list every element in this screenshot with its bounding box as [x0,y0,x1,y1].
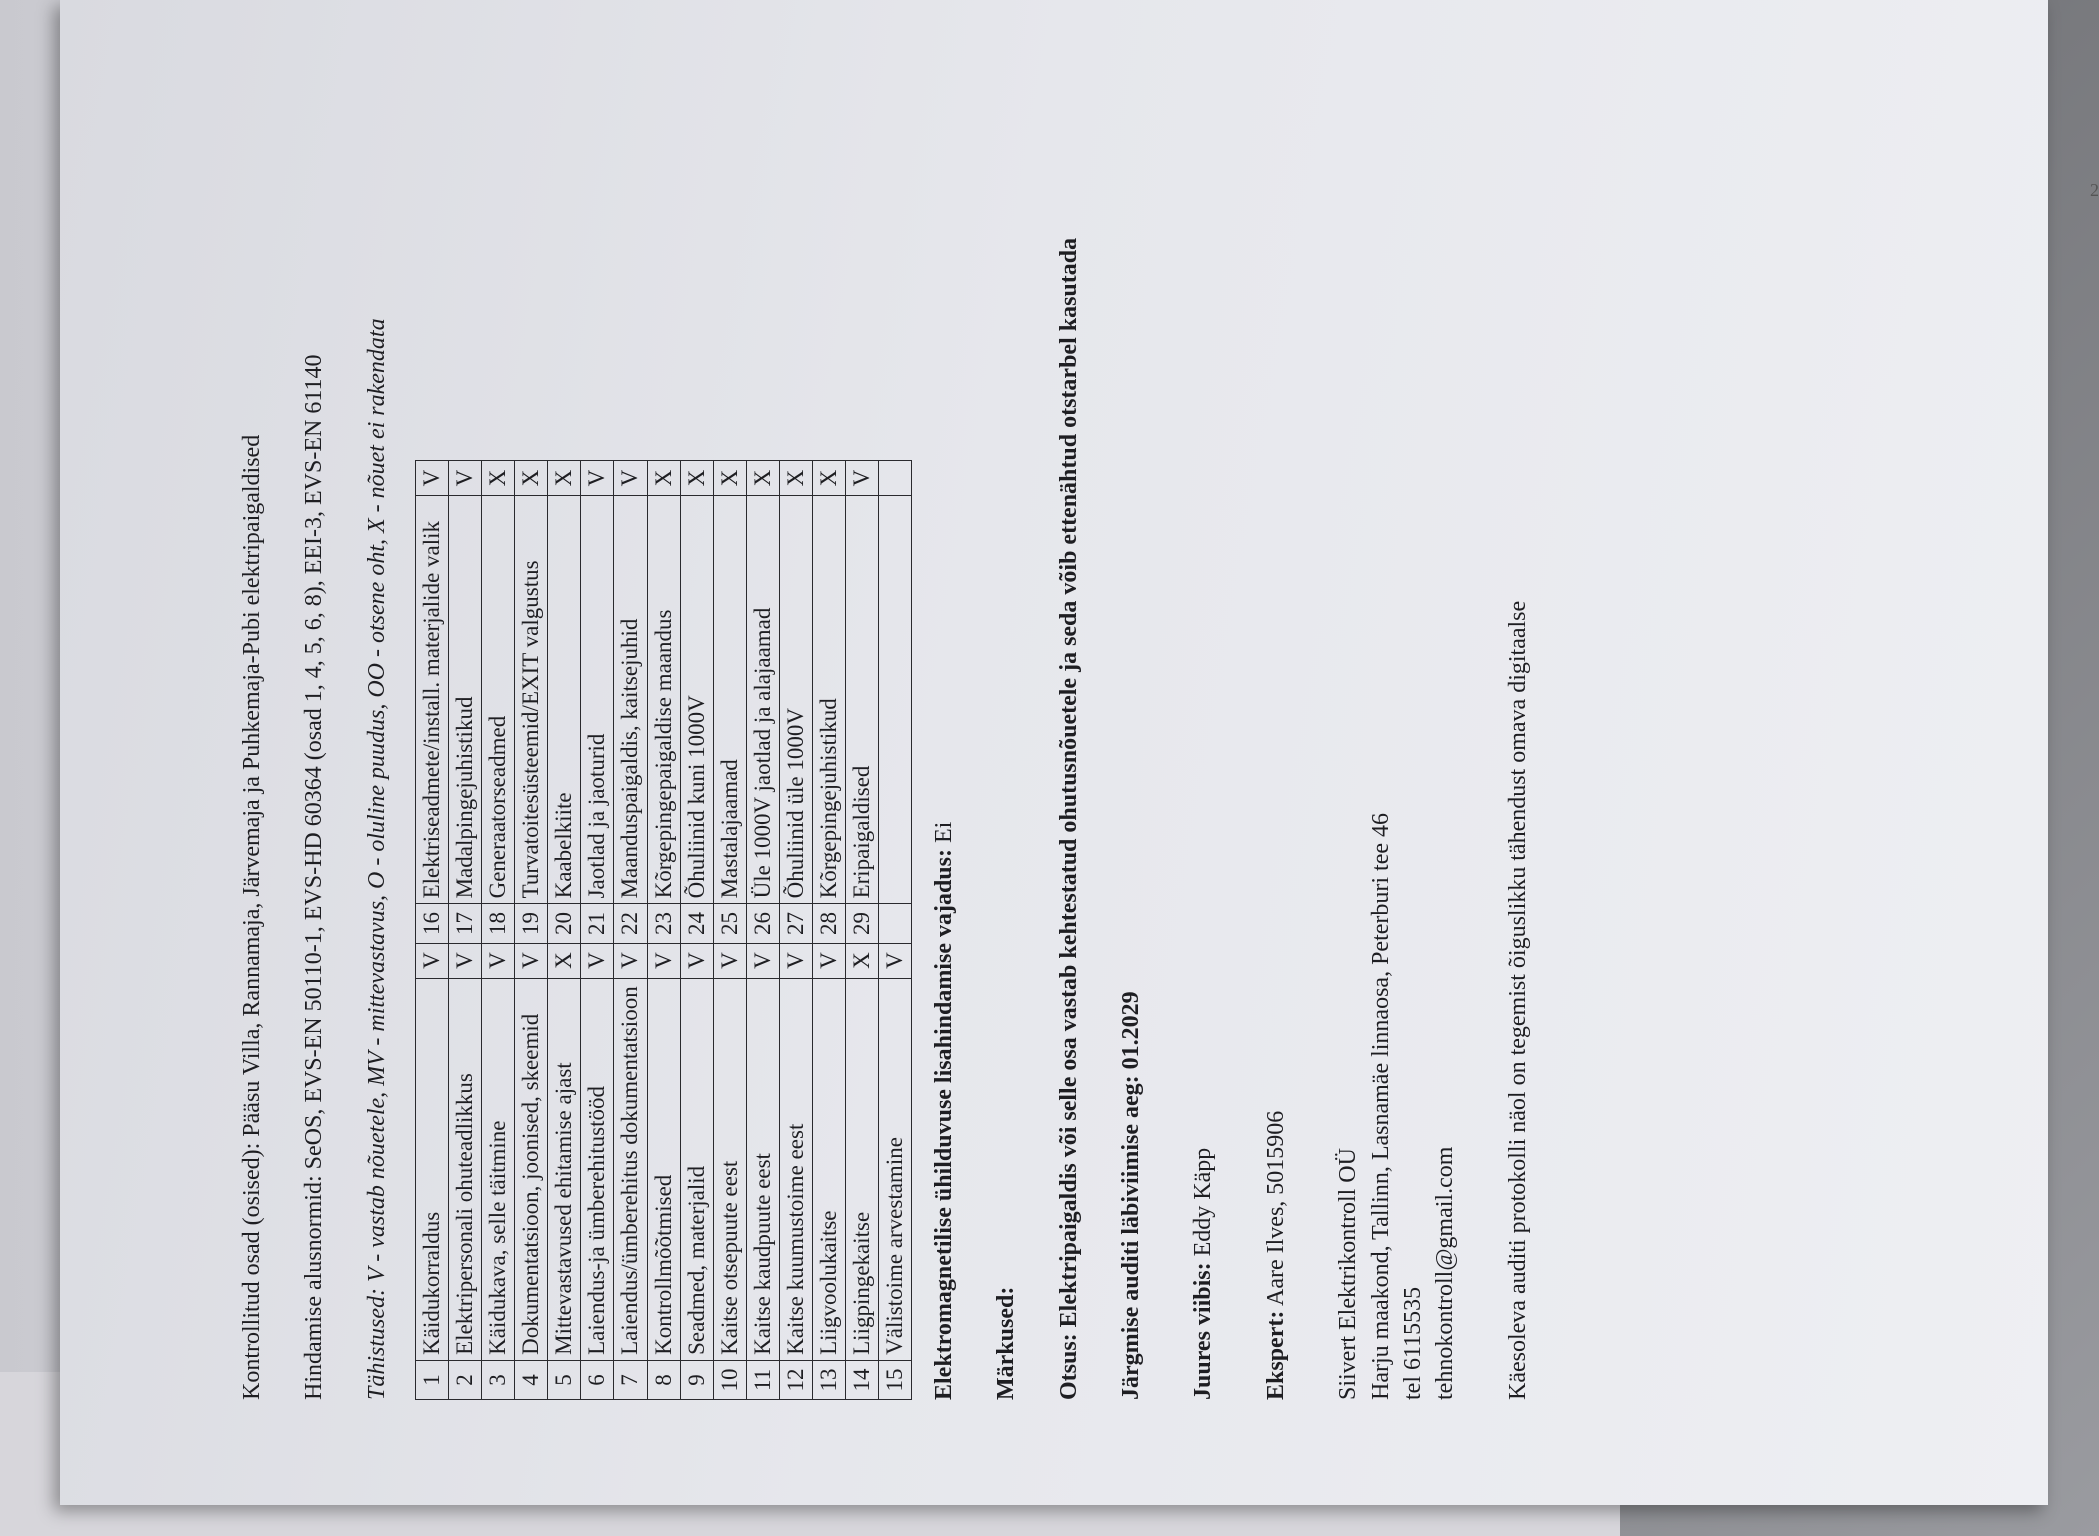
expert-line [1260,0,1292,1400]
status-mark-right: X [647,461,680,496]
footer-note: Käesoleva auditi protokolli näol on tegemist õiguslikku tähendust omava digitaalse [1504,600,1531,1400]
page-number: 2 [2090,180,2099,200]
item-name-left: Kaitse otsepuute eest [713,978,746,1360]
item-name-right: Maanduspaigaldis, kaitsejuhid [614,496,647,904]
row-number-left: 8 [647,1360,680,1399]
item-name-left: Kaitse kaudpuute eest [746,978,779,1360]
remarks-label: Märkused: [993,1286,1020,1400]
item-name-right: Kõrgepingepaigaldise maandus [647,496,680,904]
status-mark-right: X [515,461,548,496]
item-name-right: Eripaigaldised [845,496,878,904]
status-mark-left: V [680,943,713,978]
item-name-left: Kontrollmõõtmised [647,978,680,1360]
row-number-left: 13 [812,1360,845,1399]
table-row [515,461,548,1400]
row-number-right: 21 [581,904,614,943]
item-name-left: Käidukorraldus [416,978,449,1360]
company-name: Siivert Elektrikontroll OÜ [1335,1148,1362,1400]
item-name-left: Laiendus/ümberehitus dokumentatsioon [614,978,647,1360]
row-number-right: 28 [812,904,845,943]
audit-checklist-table [415,460,912,1400]
row-number-left: 4 [515,1360,548,1399]
status-mark-left: V [713,943,746,978]
row-number-right: 16 [416,904,449,943]
row-number-left: 2 [449,1360,482,1399]
present-label: Juures viibis: [1190,1262,1217,1400]
table-row [416,461,449,1400]
status-mark-right: V [845,461,878,496]
status-mark-left: V [812,943,845,978]
row-number-right: 22 [614,904,647,943]
expert-value: Aare Ilves, 5015906 [1262,1110,1289,1311]
table-row [812,461,845,1400]
row-number-left: 6 [581,1360,614,1399]
status-mark-left: V [878,943,911,978]
item-name-right: Madalpingejuhistikud [449,496,482,904]
status-mark-left: V [647,943,680,978]
document-page [60,0,2099,1505]
status-mark-right: V [614,461,647,496]
item-name-left: Seadmed, materjalid [680,978,713,1360]
item-name-right: Mastalajaamad [713,496,746,904]
table-row [482,461,515,1400]
legend-text: Tähistused: V - vastab nõuetele, MV - mittevastavus, O - oluline puudus, OO - otsene oht, X - nõuet ei rakendata [363,318,390,1400]
item-name-right: Turvatoitesüsteemid/EXIT valgustus [515,496,548,904]
company-address: Harju maakond, Tallinn, Lasnamäe linnaosa, Peterburi tee 46 [1367,812,1394,1400]
emc-label: Elektromagnetilise ühilduvuse lisahindamise vajadus: [930,849,957,1400]
row-number-left: 11 [746,1360,779,1399]
status-mark-left: X [845,943,878,978]
status-mark-right: V [581,461,614,496]
company-email: tehnokontroll@gmail.com [1432,1146,1459,1400]
table-row [845,461,878,1400]
status-mark-left: V [449,943,482,978]
status-mark-right: X [746,461,779,496]
controlled-parts-text: Kontrollitud osad (osised): Pääsu Villa, Rannamaja, Järvemaja ja Puhkemaja-Pubi elektripaigaldised [239,434,265,1400]
status-mark-left: V [614,943,647,978]
row-number-left: 7 [614,1360,647,1399]
row-number-left: 15 [878,1360,911,1399]
status-mark-left: V [779,943,812,978]
item-name-right: Elektriseadmete/install. materjalide valik [416,496,449,904]
row-number-right: 17 [449,904,482,943]
item-name-left: Dokumentatsioon, joonised, skeemid [515,978,548,1360]
table-row [548,461,581,1400]
status-mark-left: V [515,943,548,978]
row-number-left: 9 [680,1360,713,1399]
table-row [713,461,746,1400]
table-row [746,461,779,1400]
company-block [1332,0,1462,1400]
item-name-left: Välistoime arvestamine [878,978,911,1360]
present-line [1187,0,1219,1400]
item-name-left: Laiendus-ja ümberehitustööd [581,978,614,1360]
item-name-right: Õhuliinid üle 1000V [779,496,812,904]
status-mark-right: X [779,461,812,496]
item-name-left: Liigpingekaitse [845,978,878,1360]
expert-label: Ekspert: [1262,1310,1289,1400]
company-phone: tel 6115535 [1400,1286,1426,1400]
standards-text: Hindamise alusnormid: SeOS, EVS-EN 50110-1, EVS-HD 60364 (osad 1, 4, 5, 6, 8), EEI-3, EVS-EN 61140 [301,354,328,1400]
row-number-right: 29 [845,904,878,943]
status-mark-right [878,461,911,496]
status-mark-right: V [416,461,449,496]
item-name-right: Kaabelkiite [548,496,581,904]
row-number-left: 5 [548,1360,581,1399]
row-number-right [878,904,911,943]
item-name-left: Kaitse kuumustoime eest [779,978,812,1360]
table-row [614,461,647,1400]
table-row [878,461,911,1400]
item-name-right: Üle 1000V jaotlad ja alajaamad [746,496,779,904]
row-number-right: 26 [746,904,779,943]
item-name-right: Õhuliinid kuni 1000V [680,496,713,904]
row-number-left: 14 [845,1360,878,1399]
status-mark-left: X [548,943,581,978]
table-row [779,461,812,1400]
status-mark-right: V [449,461,482,496]
row-number-left: 3 [482,1360,515,1399]
table-row [680,461,713,1400]
item-name-left: Elektripersonali ohuteadlikkus [449,978,482,1360]
status-mark-right: X [482,461,515,496]
page-content [236,0,1796,1400]
item-name-left: Käidukava, selle täitmine [482,978,515,1360]
emc-value: Ei [930,821,957,849]
present-value: Eddy Käpp [1190,1147,1217,1263]
status-mark-left: V [482,943,515,978]
table-row [581,461,614,1400]
row-number-left: 10 [713,1360,746,1399]
row-number-right: 19 [515,904,548,943]
row-number-right: 24 [680,904,713,943]
status-mark-left: V [416,943,449,978]
decision-text: Otsus: Elektripaigaldis või selle osa vastab kehtestatud ohutusnõuetele ja seda võib ettenähtud otstarbel kasutada [1055,237,1082,1400]
row-number-right: 27 [779,904,812,943]
item-name-right: Generaatorseadmed [482,496,515,904]
row-number-left: 1 [416,1360,449,1399]
status-mark-left: V [746,943,779,978]
status-mark-right: X [812,461,845,496]
status-mark-right: X [680,461,713,496]
status-mark-left: V [581,943,614,978]
item-name-right: Jaotlad ja jaoturid [581,496,614,904]
status-mark-right: X [548,461,581,496]
row-number-right: 25 [713,904,746,943]
row-number-right: 20 [548,904,581,943]
table-row [449,461,482,1400]
table-row [647,461,680,1400]
item-name-left: Liigvoolukaitse [812,978,845,1360]
item-name-left: Mittevastavused ehitamise ajast [548,978,581,1360]
item-name-right: Kõrgepingejuhistikud [812,496,845,904]
next-audit-text: Järgmise auditi läbiviimise aeg: 01.2029 [1118,991,1145,1400]
item-name-right [878,496,911,904]
row-number-right: 23 [647,904,680,943]
emc-line [928,0,960,1400]
status-mark-right: X [713,461,746,496]
row-number-right: 18 [482,904,515,943]
row-number-left: 12 [779,1360,812,1399]
